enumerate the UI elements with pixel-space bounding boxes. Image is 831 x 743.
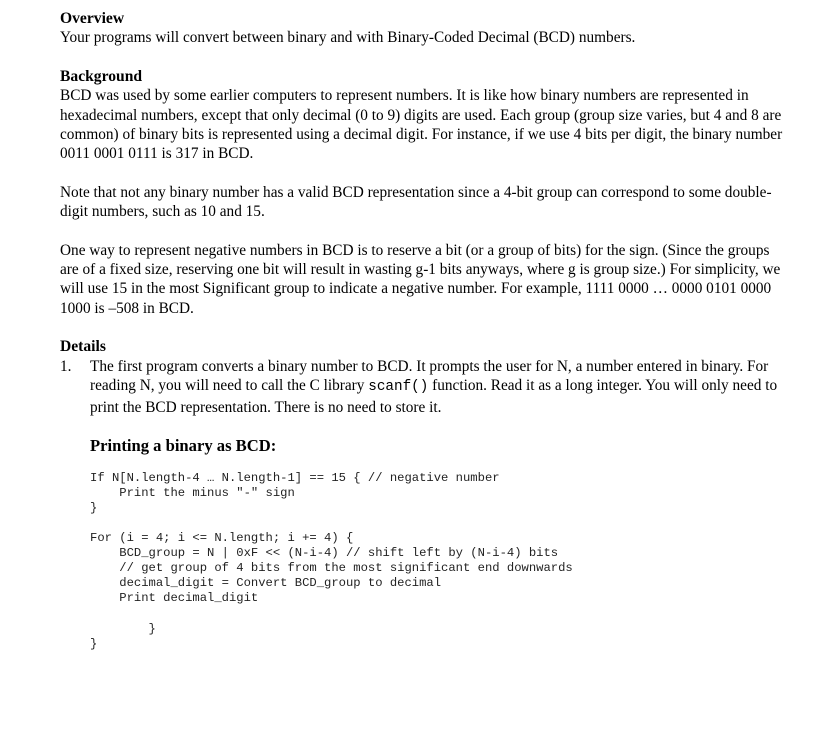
overview-heading: Overview <box>60 10 125 27</box>
details-list <box>60 357 790 417</box>
printing-subheading: Printing a binary as BCD: <box>90 435 277 455</box>
details-heading: Details <box>60 338 106 356</box>
background-paragraph-1: BCD was used by some earlier computers to represent numbers. It is like how binary numbers are represented in hexadecimal numbers, except that only decimal (0 to 9) digits are used. Each group (group size varies, but 4 and 8 are common) of binary bits is represented using a decimal digit. For instance, if we use 4 bits per digit, the binary number 0011 0001 0111 is 317 in BCD. <box>60 87 783 163</box>
list-item <box>60 357 790 417</box>
overview-text: Your programs will convert between binary and with Binary-Coded Decimal (BCD) numbers. <box>60 29 636 47</box>
background-paragraph-3: One way to represent negative numbers in BCD is to reserve a bit (or a group of bits) for the sign. (Since the groups are of a fixed size, reserving one bit will result in wasting g-1 bits anyways, where g is group size.) For simplicity, we will use 15 in the most Significant group to indicate a negative number. For example, 1111 0000 … 0000 0101 0000 1000 is –508 in BCD. <box>60 241 781 317</box>
code-block-loop: For (i = 4; i <= N.length; i += 4) { BCD_group = N | 0xF << (N-i-4) // shift left by (N-i-4) bits // get group of 4 bits from the most significant end downwards decimal_digit = Convert BCD_group to decimal Print decimal_digit } } <box>90 531 573 651</box>
document-body <box>60 9 790 455</box>
background-paragraph-2: Note that not any binary number has a valid BCD representation since a 4-bit group can correspond to some double-digit numbers, such as 10 and 15. <box>60 183 772 221</box>
list-item-text-end: function. Read it as a long integer. You will only need to print the BCD representation. There is no need to store it. <box>90 377 778 416</box>
scanf-code: scanf() <box>368 379 429 396</box>
list-item-text-start: The first program converts a binary number to BCD. It prompts the user for N, a number entered in binary. For reading N, you will need to call the C library <box>90 357 769 395</box>
code-block-sign-check: If N[N.length-4 … N.length-1] == 15 { // negative number Print the minus "-" sign } <box>90 471 500 516</box>
list-item-number: 1. <box>60 357 72 375</box>
background-heading: Background <box>60 67 143 85</box>
